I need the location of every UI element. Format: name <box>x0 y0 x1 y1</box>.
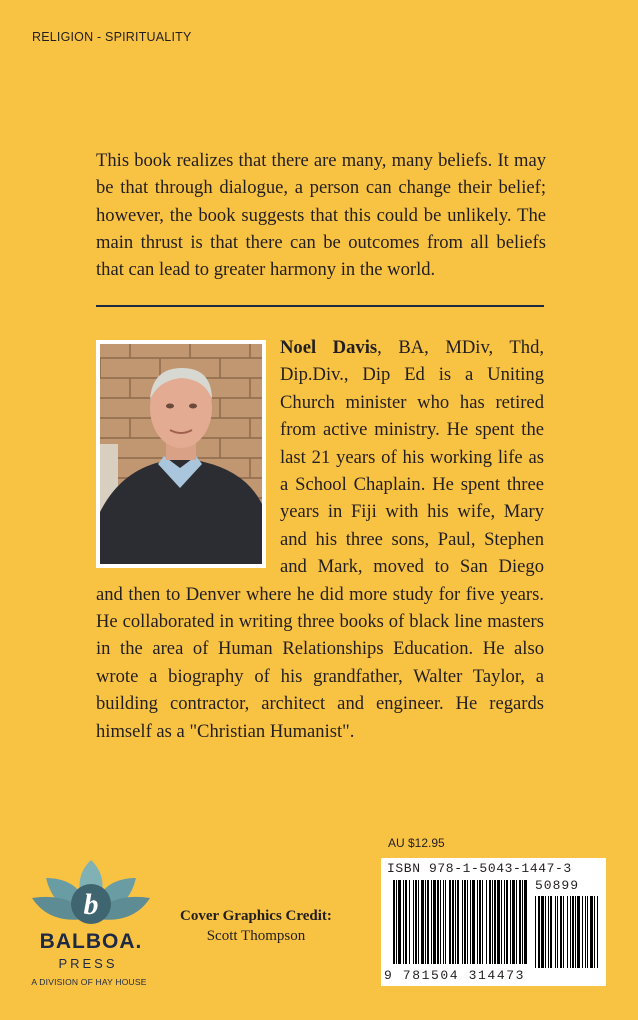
lotus-icon <box>26 856 156 932</box>
barcode-bar <box>535 896 536 968</box>
barcode-bar <box>467 880 468 964</box>
publisher-division: A DIVISION OF HAY HOUSE <box>31 977 147 987</box>
price-label: AU $12.95 <box>388 836 445 850</box>
publisher-name: BALBOA. <box>39 930 143 953</box>
logo-mark: b <box>83 888 99 921</box>
barcode-bar <box>457 880 459 964</box>
author-name: Noel Davis <box>280 337 378 358</box>
barcode-bar <box>587 896 588 968</box>
barcode-bar <box>506 880 508 964</box>
barcode-bar <box>440 880 441 964</box>
barcode-bar <box>497 880 500 964</box>
barcode-bar <box>560 896 562 968</box>
barcode-bar <box>431 880 432 964</box>
barcode-bar <box>522 880 523 964</box>
barcode-bar <box>575 896 576 968</box>
barcode-bar <box>413 880 414 964</box>
publisher-logo <box>26 856 156 996</box>
barcode-bar <box>443 880 444 964</box>
barcode-bar <box>437 880 439 964</box>
barcode-bar <box>470 880 471 964</box>
barcode-bar <box>510 880 511 964</box>
barcode-bar <box>494 880 496 964</box>
barcode-bar <box>555 896 556 968</box>
ean-number: 9 781504 314473 <box>384 968 526 983</box>
author-bio <box>96 334 544 745</box>
credit-title: Cover Graphics Credit: <box>180 908 332 924</box>
barcode-bar <box>512 880 515 964</box>
cover-credit <box>180 906 332 946</box>
barcode-bar <box>504 880 505 964</box>
barcode-bar <box>577 896 580 968</box>
barcode-bar <box>396 880 397 964</box>
barcode-bar <box>582 896 583 968</box>
barcode-bar <box>550 896 552 968</box>
barcode-bar <box>415 880 417 964</box>
barcode-bar <box>452 880 454 964</box>
barcode-bar <box>590 896 593 968</box>
barcode-bar <box>519 880 521 964</box>
barcode-bar <box>501 880 502 964</box>
barcode-bar <box>403 880 404 964</box>
barcode-bar <box>455 880 456 964</box>
barcode-bar <box>427 880 429 964</box>
barcode-bar <box>409 880 410 964</box>
barcode-bar <box>597 896 598 968</box>
barcode-bar <box>594 896 595 968</box>
book-blurb: This book realizes that there are many, many beliefs. It may be that through dialogue, a person can change their belief; however, the book suggests that this could be unlikely. The main thrust is that there can be outcomes from all beliefs that can lead to greater harmony in the world. <box>96 150 546 281</box>
barcode-bar <box>445 880 446 964</box>
photo-float-spacer <box>96 334 280 580</box>
barcode-bar <box>479 880 481 964</box>
barcode-bar <box>585 896 586 968</box>
barcode-bar <box>524 880 527 964</box>
barcode-bar <box>557 896 558 968</box>
barcode-bar <box>567 896 568 968</box>
barcode-bar <box>472 880 475 964</box>
barcode-bar <box>482 880 483 964</box>
barcode-bar <box>563 896 564 968</box>
barcode-bar <box>570 896 571 968</box>
barcode-bar <box>492 880 493 964</box>
price-addon-code: 50899 <box>535 878 580 893</box>
barcode-bar <box>489 880 491 964</box>
credit-name: Scott Thompson <box>206 928 306 944</box>
barcode-bar <box>572 896 574 968</box>
barcode-bar <box>425 880 426 964</box>
barcode-bar <box>545 896 546 968</box>
barcode-bar <box>548 896 549 968</box>
barcode-bar <box>464 880 466 964</box>
barcode-bar <box>449 880 451 964</box>
barcode-bar <box>462 880 463 964</box>
barcode-bar <box>433 880 436 964</box>
barcode-bar <box>421 880 424 964</box>
barcode-bar <box>418 880 419 964</box>
publisher-press: PRESS <box>58 956 118 971</box>
isbn-text: ISBN 978-1-5043-1447-3 <box>387 861 572 876</box>
barcode-bar <box>393 880 395 964</box>
category-label: RELIGION - SPIRITUALITY <box>32 30 192 44</box>
divider-rule <box>96 305 544 307</box>
barcode <box>381 858 606 986</box>
barcode-bar <box>405 880 407 964</box>
barcode-bar <box>477 880 478 964</box>
barcode-bar <box>541 896 544 968</box>
author-bio-text: , BA, MDiv, Thd, Dip.Div., Dip Ed is a Uniting Church minister who has retired from active ministry. He spent the last 21 years of his working life as a School Chaplain. He spent three years in Fiji with his wife, Mary and his three sons, Paul, Stephen and Mark, moved to San Diego and then to Denver where he did more study for five years. He collaborated in writing three books of black line masters in the area of Human Relationships Education. He also wrote a biography of his grandfather, Walter Taylor, a building contractor, architect and engineer. He regards himself as a "Christian Humanist". <box>96 337 545 742</box>
barcode-bar <box>538 896 540 968</box>
barcode-bar <box>486 880 487 964</box>
barcode-bar <box>398 880 401 964</box>
barcode-bars <box>381 858 606 986</box>
barcode-bar <box>516 880 517 964</box>
